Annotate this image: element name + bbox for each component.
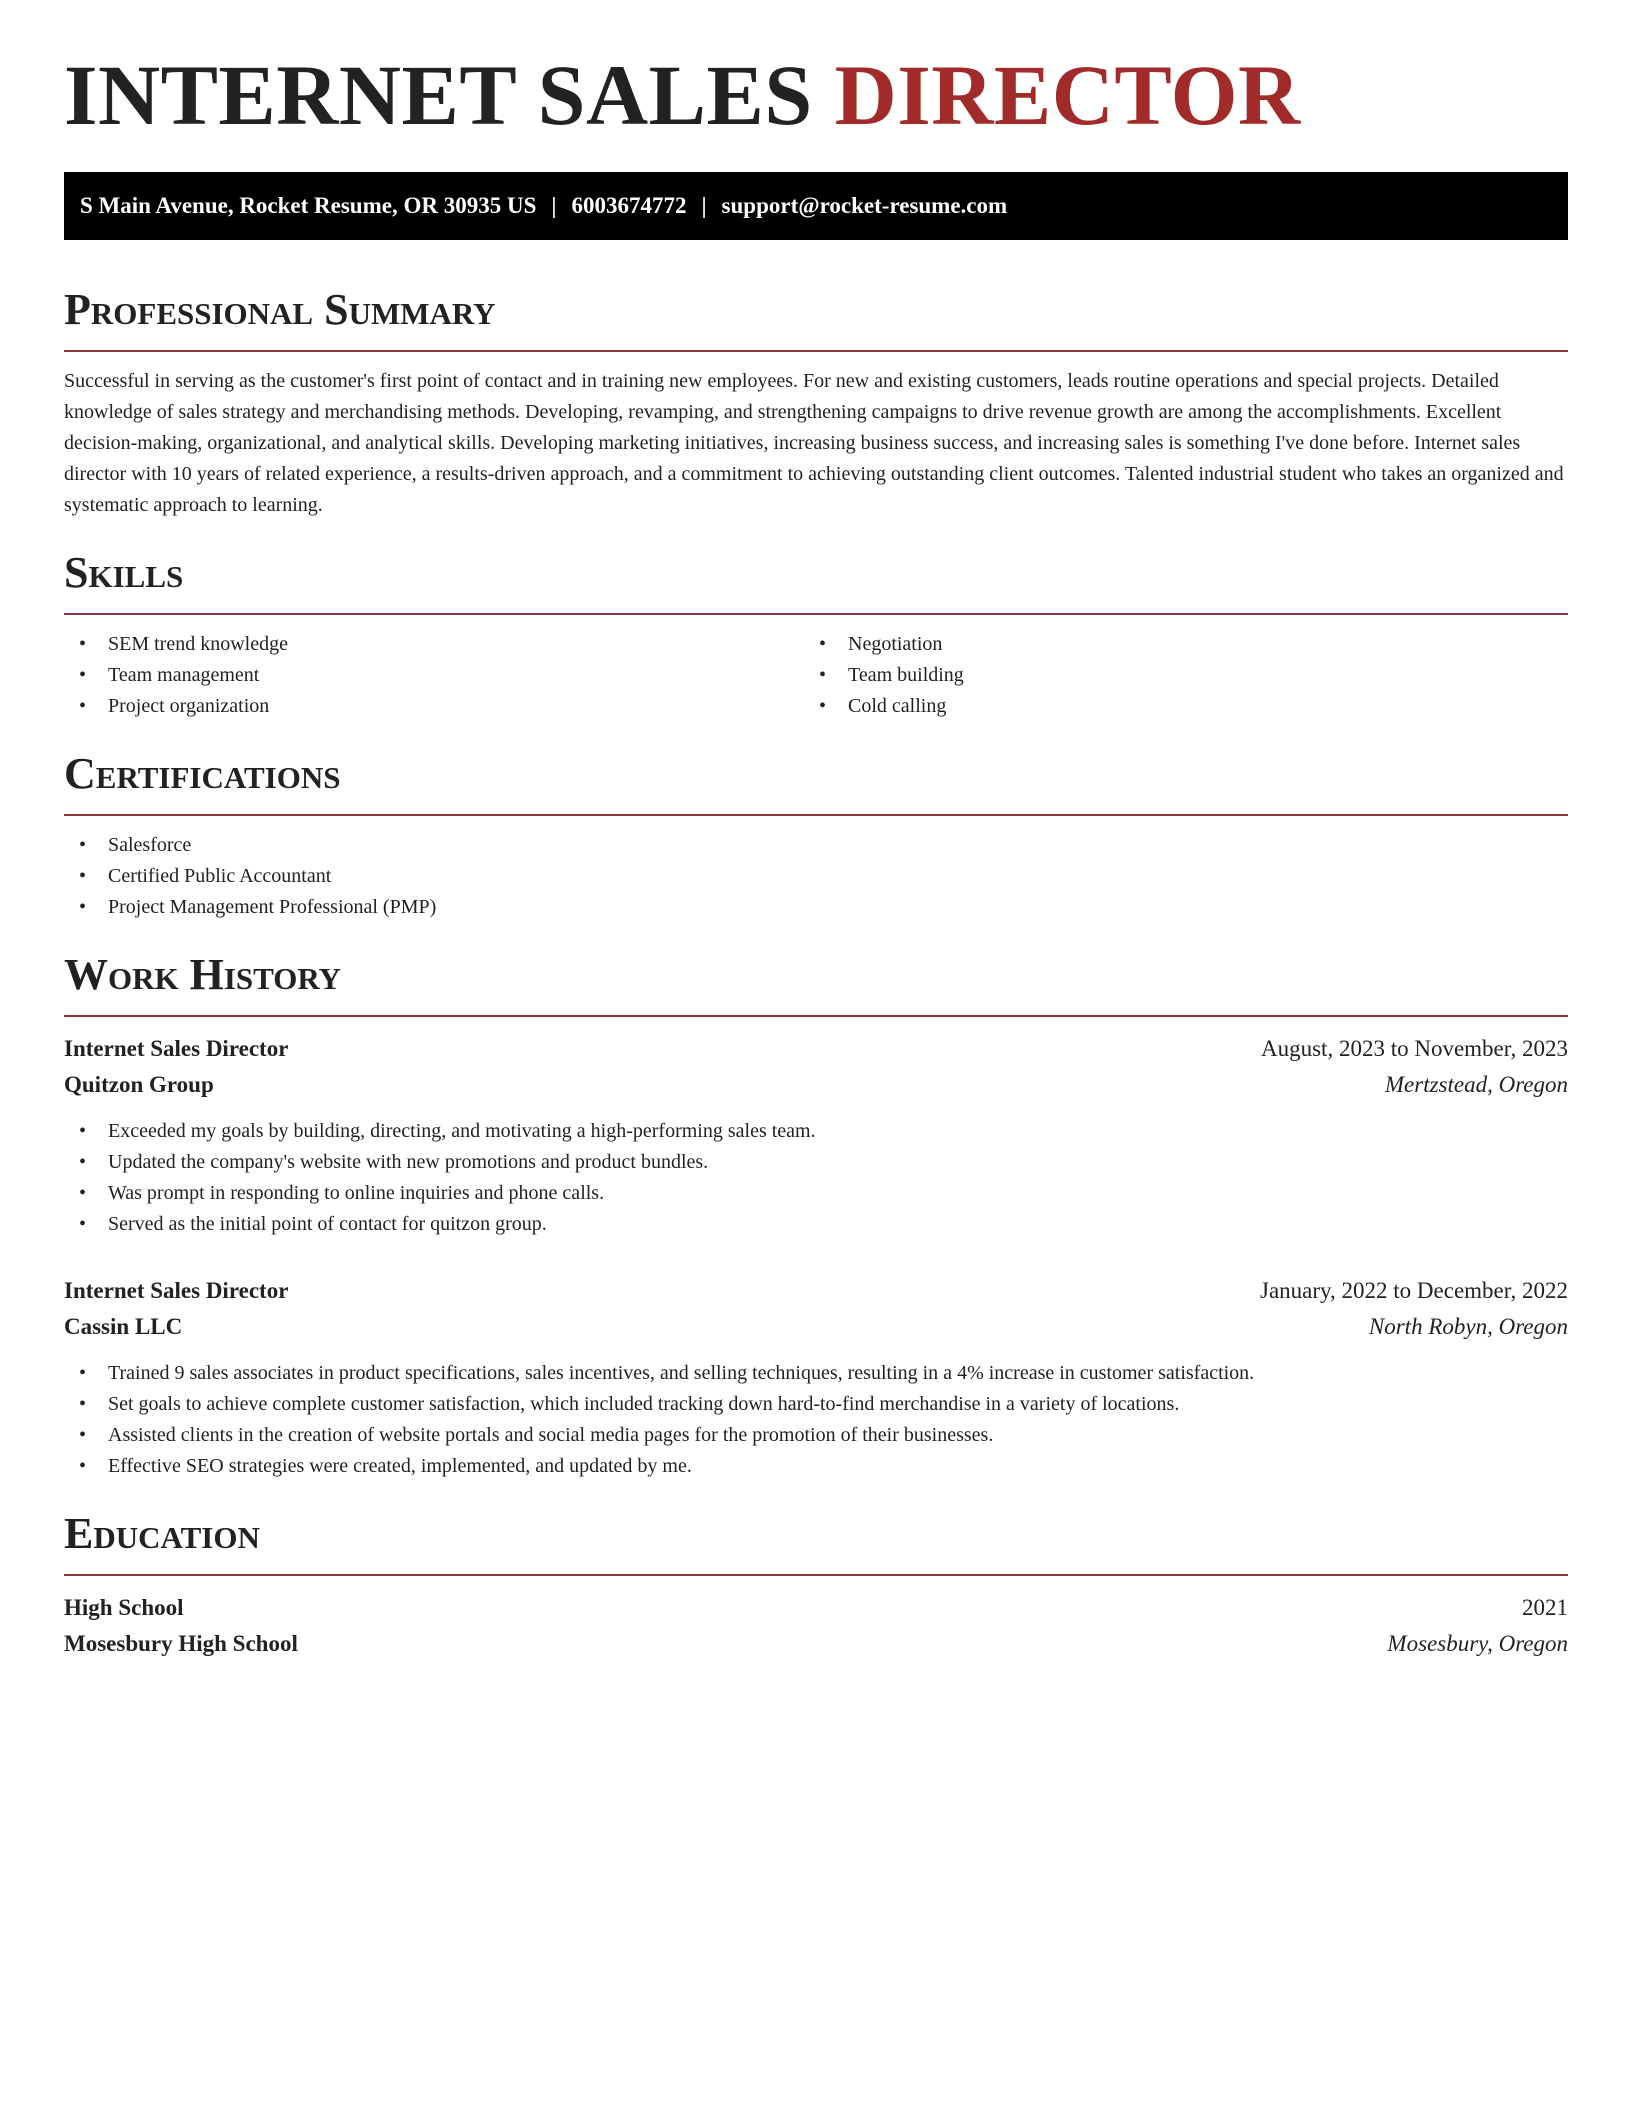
job-company: Quitzon Group [64, 1072, 214, 1097]
education-entry [64, 1590, 1568, 1662]
section-divider [64, 1015, 1568, 1017]
certification-item: • Project Management Professional (PMP) [64, 892, 1568, 923]
skill-item: • Team building [804, 660, 1544, 691]
work-history-section [64, 950, 1568, 1482]
job-duty: • Set goals to achieve complete customer satisfaction, which included tracking down hard-to-find merchandise in a variety of locations. [64, 1389, 1568, 1420]
contact-phone: 6003674772 [571, 193, 687, 218]
job-duty: • Updated the company's website with new promotions and product bundles. [64, 1147, 1568, 1178]
contact-email: support@rocket-resume.com [721, 193, 1008, 218]
contact-bar [64, 172, 1568, 240]
job-entry [64, 1273, 1568, 1482]
job-company-row [64, 1309, 1568, 1345]
resume-name [64, 47, 1568, 143]
education-header-row [64, 1590, 1568, 1626]
section-divider [64, 814, 1568, 816]
skill-item: • Team management [64, 660, 804, 691]
education-location: Mosesbury, Oregon [1387, 1631, 1568, 1656]
summary-heading: Professional Summary [64, 285, 496, 334]
education-degree: High School [64, 1595, 184, 1620]
certification-item: • Certified Public Accountant [64, 861, 1568, 892]
skills-list-left [64, 629, 804, 722]
job-company: Cassin LLC [64, 1314, 183, 1339]
skills-section [64, 548, 1568, 722]
job-entry [64, 1031, 1568, 1240]
job-title: Internet Sales Director [64, 1036, 289, 1061]
certification-item: • Salesforce [64, 830, 1568, 861]
job-duties-list [64, 1358, 1568, 1482]
skill-item: • Cold calling [804, 691, 1544, 722]
section-divider [64, 350, 1568, 352]
contact-separator: | [551, 193, 557, 218]
skill-item: • SEM trend knowledge [64, 629, 804, 660]
job-duty: • Effective SEO strategies were created, implemented, and updated by me. [64, 1451, 1568, 1482]
skill-item: • Project organization [64, 691, 804, 722]
job-duty: • Assisted clients in the creation of website portals and social media pages for the promotion of their businesses. [64, 1420, 1568, 1451]
job-duty: • Trained 9 sales associates in product specifications, sales incentives, and selling techniques, resulting in a 4% increase in customer satisfaction. [64, 1358, 1568, 1389]
job-title: Internet Sales Director [64, 1278, 289, 1303]
contact-separator: | [701, 193, 707, 218]
certifications-list [64, 830, 1568, 923]
job-header-row [64, 1273, 1568, 1309]
skills-list-right [804, 629, 1544, 722]
education-heading: Education [64, 1509, 260, 1558]
summary-section [64, 285, 1568, 521]
education-school-row [64, 1626, 1568, 1662]
job-duty: • Exceeded my goals by building, directing, and motivating a high-performing sales team. [64, 1116, 1568, 1147]
contact-address: S Main Avenue, Rocket Resume, OR 30935 US [80, 193, 537, 218]
certifications-section [64, 749, 1568, 923]
section-divider [64, 1574, 1568, 1576]
job-duty: • Served as the initial point of contact for quitzon group. [64, 1209, 1568, 1240]
education-school: Mosesbury High School [64, 1631, 298, 1656]
skill-item: • Negotiation [804, 629, 1544, 660]
name-first: INTERNET SALES [64, 47, 813, 143]
job-location: Mertzstead, Oregon [1384, 1072, 1568, 1097]
skills-grid [64, 629, 1568, 722]
summary-text: Successful in serving as the customer's first point of contact and in training new employees. For new and existing customers, leads routine operations and special projects. Detailed knowledge of sales strategy and merchandising methods. Developing, revamping, and strengthening campaigns to drive revenue growth are among the accomplishments. Excellent decision-making, organizational, and analytical skills. Developing marketing initiatives, increasing business success, and increasing sales is something I've done before. Internet sales director with 10 years of related experience, a results-driven approach, and a commitment to achieving outstanding client outcomes. Talented industrial student who takes an organized and systematic approach to learning. [64, 370, 1564, 516]
job-dates: August, 2023 to November, 2023 [1261, 1036, 1568, 1061]
job-location: North Robyn, Oregon [1368, 1314, 1568, 1339]
skills-heading: Skills [64, 548, 184, 597]
job-company-row [64, 1067, 1568, 1103]
certifications-heading: Certifications [64, 749, 341, 798]
job-header-row [64, 1031, 1568, 1067]
education-year: 2021 [1522, 1595, 1568, 1620]
education-section [64, 1509, 1568, 1662]
work-history-heading: Work History [64, 950, 342, 999]
job-dates: January, 2022 to December, 2022 [1260, 1278, 1568, 1303]
job-duties-list [64, 1116, 1568, 1240]
section-divider [64, 613, 1568, 615]
job-duty: • Was prompt in responding to online inquiries and phone calls. [64, 1178, 1568, 1209]
name-last: DIRECTOR [834, 47, 1301, 143]
